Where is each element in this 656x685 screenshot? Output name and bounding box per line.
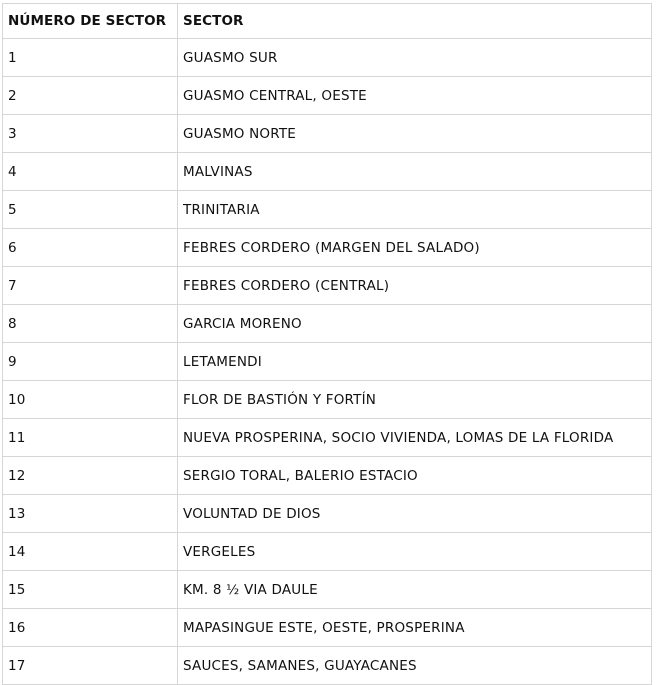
sector-name-cell: SERGIO TORAL, BALERIO ESTACIO [178, 457, 652, 495]
sector-number-cell: 1 [3, 39, 178, 77]
table-row [3, 533, 652, 571]
table-header [3, 4, 652, 39]
sector-number-cell: 7 [3, 267, 178, 305]
table-body [3, 39, 652, 685]
sector-number-cell: 4 [3, 153, 178, 191]
sector-number-cell: 13 [3, 495, 178, 533]
header-row [3, 4, 652, 39]
sector-number-cell: 3 [3, 115, 178, 153]
sector-number-cell: 5 [3, 191, 178, 229]
table-row [3, 571, 652, 609]
table-row [3, 609, 652, 647]
sector-number-cell: 14 [3, 533, 178, 571]
sector-number-cell: 10 [3, 381, 178, 419]
sector-name-cell: FEBRES CORDERO (CENTRAL) [178, 267, 652, 305]
sector-name-cell: GUASMO NORTE [178, 115, 652, 153]
table-row [3, 115, 652, 153]
table-row [3, 647, 652, 685]
table-row [3, 39, 652, 77]
table-row [3, 267, 652, 305]
sector-name-cell: VOLUNTAD DE DIOS [178, 495, 652, 533]
sector-number-cell: 2 [3, 77, 178, 115]
sector-name-cell: MAPASINGUE ESTE, OESTE, PROSPERINA [178, 609, 652, 647]
table-row [3, 153, 652, 191]
sector-name-cell: NUEVA PROSPERINA, SOCIO VIVIENDA, LOMAS DE LA FLORIDA [178, 419, 652, 457]
sector-number-cell: 6 [3, 229, 178, 267]
table-row [3, 229, 652, 267]
sector-name-cell: VERGELES [178, 533, 652, 571]
table-row [3, 457, 652, 495]
table-row [3, 191, 652, 229]
sector-number-cell: 9 [3, 343, 178, 381]
sector-name-cell: GUASMO CENTRAL, OESTE [178, 77, 652, 115]
sector-name-cell: KM. 8 ½ VIA DAULE [178, 571, 652, 609]
table-row [3, 77, 652, 115]
sector-name-cell: SAUCES, SAMANES, GUAYACANES [178, 647, 652, 685]
table-row [3, 495, 652, 533]
sector-table [2, 3, 652, 685]
sector-name-cell: FEBRES CORDERO (MARGEN DEL SALADO) [178, 229, 652, 267]
sector-name-cell: FLOR DE BASTIÓN Y FORTÍN [178, 381, 652, 419]
sector-name-cell: GARCIA MORENO [178, 305, 652, 343]
sector-name-cell: GUASMO SUR [178, 39, 652, 77]
table-row [3, 419, 652, 457]
sector-name-cell: TRINITARIA [178, 191, 652, 229]
sector-number-cell: 17 [3, 647, 178, 685]
sector-name-cell: LETAMENDI [178, 343, 652, 381]
header-sector-number: NÚMERO DE SECTOR [3, 4, 178, 39]
table-row [3, 381, 652, 419]
header-sector-name: SECTOR [178, 4, 652, 39]
sector-name-cell: MALVINAS [178, 153, 652, 191]
table-row [3, 305, 652, 343]
sector-number-cell: 12 [3, 457, 178, 495]
sector-number-cell: 11 [3, 419, 178, 457]
sector-number-cell: 15 [3, 571, 178, 609]
sector-number-cell: 16 [3, 609, 178, 647]
table-row [3, 343, 652, 381]
sector-number-cell: 8 [3, 305, 178, 343]
